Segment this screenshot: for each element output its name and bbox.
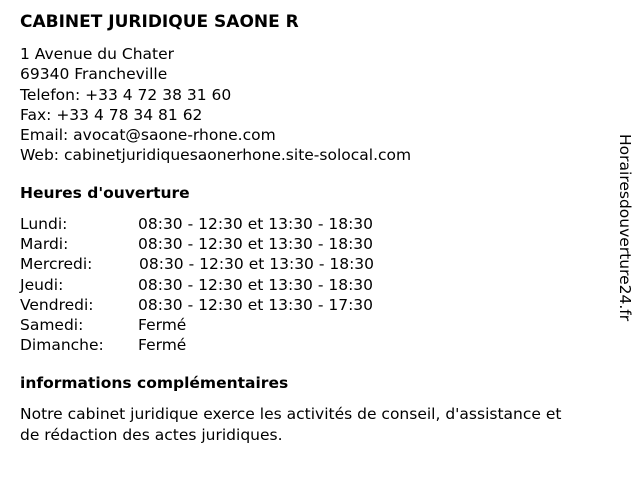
website-address: Web: cabinetjuridiquesaonerhone.site-solocal.com — [20, 146, 412, 165]
time-value: 08:30 - 12:30 et 13:30 - 18:30 — [138, 235, 374, 254]
info-heading: informations complémentaires — [20, 374, 289, 392]
business-description: Notre cabinet juridique exerce les activités de conseil, d'assistance et de rédaction des actes juridiques. — [20, 405, 562, 444]
day-label: Mardi: — [20, 235, 69, 254]
hours-row-lundi — [20, 214, 460, 234]
fax-number: Fax: +33 4 78 34 81 62 — [20, 105, 203, 124]
time-value: 08:30 - 12:30 et 13:30 - 18:30 — [139, 255, 375, 274]
day-label: Mercredi: — [20, 255, 93, 274]
address-line-city: 69340 Francheville — [20, 65, 168, 84]
time-value: 08:30 - 12:30 et 13:30 - 18:30 — [138, 215, 374, 233]
time-value: 08:30 - 12:30 et 13:30 - 18:30 — [138, 275, 374, 294]
day-label: Samedi: — [20, 315, 84, 334]
email-address: Email: avocat@saone-rhone.com — [20, 126, 276, 145]
hours-row-jeudi — [20, 275, 460, 295]
day-label: Vendredi: — [20, 295, 94, 314]
hours-row-dimanche — [20, 335, 460, 355]
hours-row-vendredi — [20, 295, 460, 315]
opening-hours-table — [20, 214, 460, 355]
hours-row-mardi — [20, 234, 460, 254]
business-name: CABINET JURIDIQUE SAONE R — [20, 12, 299, 32]
address-line-street: 1 Avenue du Chater — [20, 45, 175, 63]
phone-number: Telefon: +33 4 72 38 31 60 — [20, 85, 232, 104]
day-label: Jeudi: — [20, 275, 64, 294]
hours-row-samedi — [20, 315, 460, 335]
hours-heading: Heures d'ouverture — [20, 184, 190, 202]
site-watermark: Horairesdouverture24.fr — [616, 134, 634, 322]
day-label: Lundi: — [20, 215, 68, 233]
hours-row-mercredi — [20, 254, 460, 274]
time-value: Fermé — [138, 315, 187, 334]
contact-block — [20, 44, 411, 166]
day-label: Dimanche: — [20, 336, 104, 355]
time-value: 08:30 - 12:30 et 13:30 - 17:30 — [138, 295, 374, 314]
time-value: Fermé — [138, 336, 187, 355]
